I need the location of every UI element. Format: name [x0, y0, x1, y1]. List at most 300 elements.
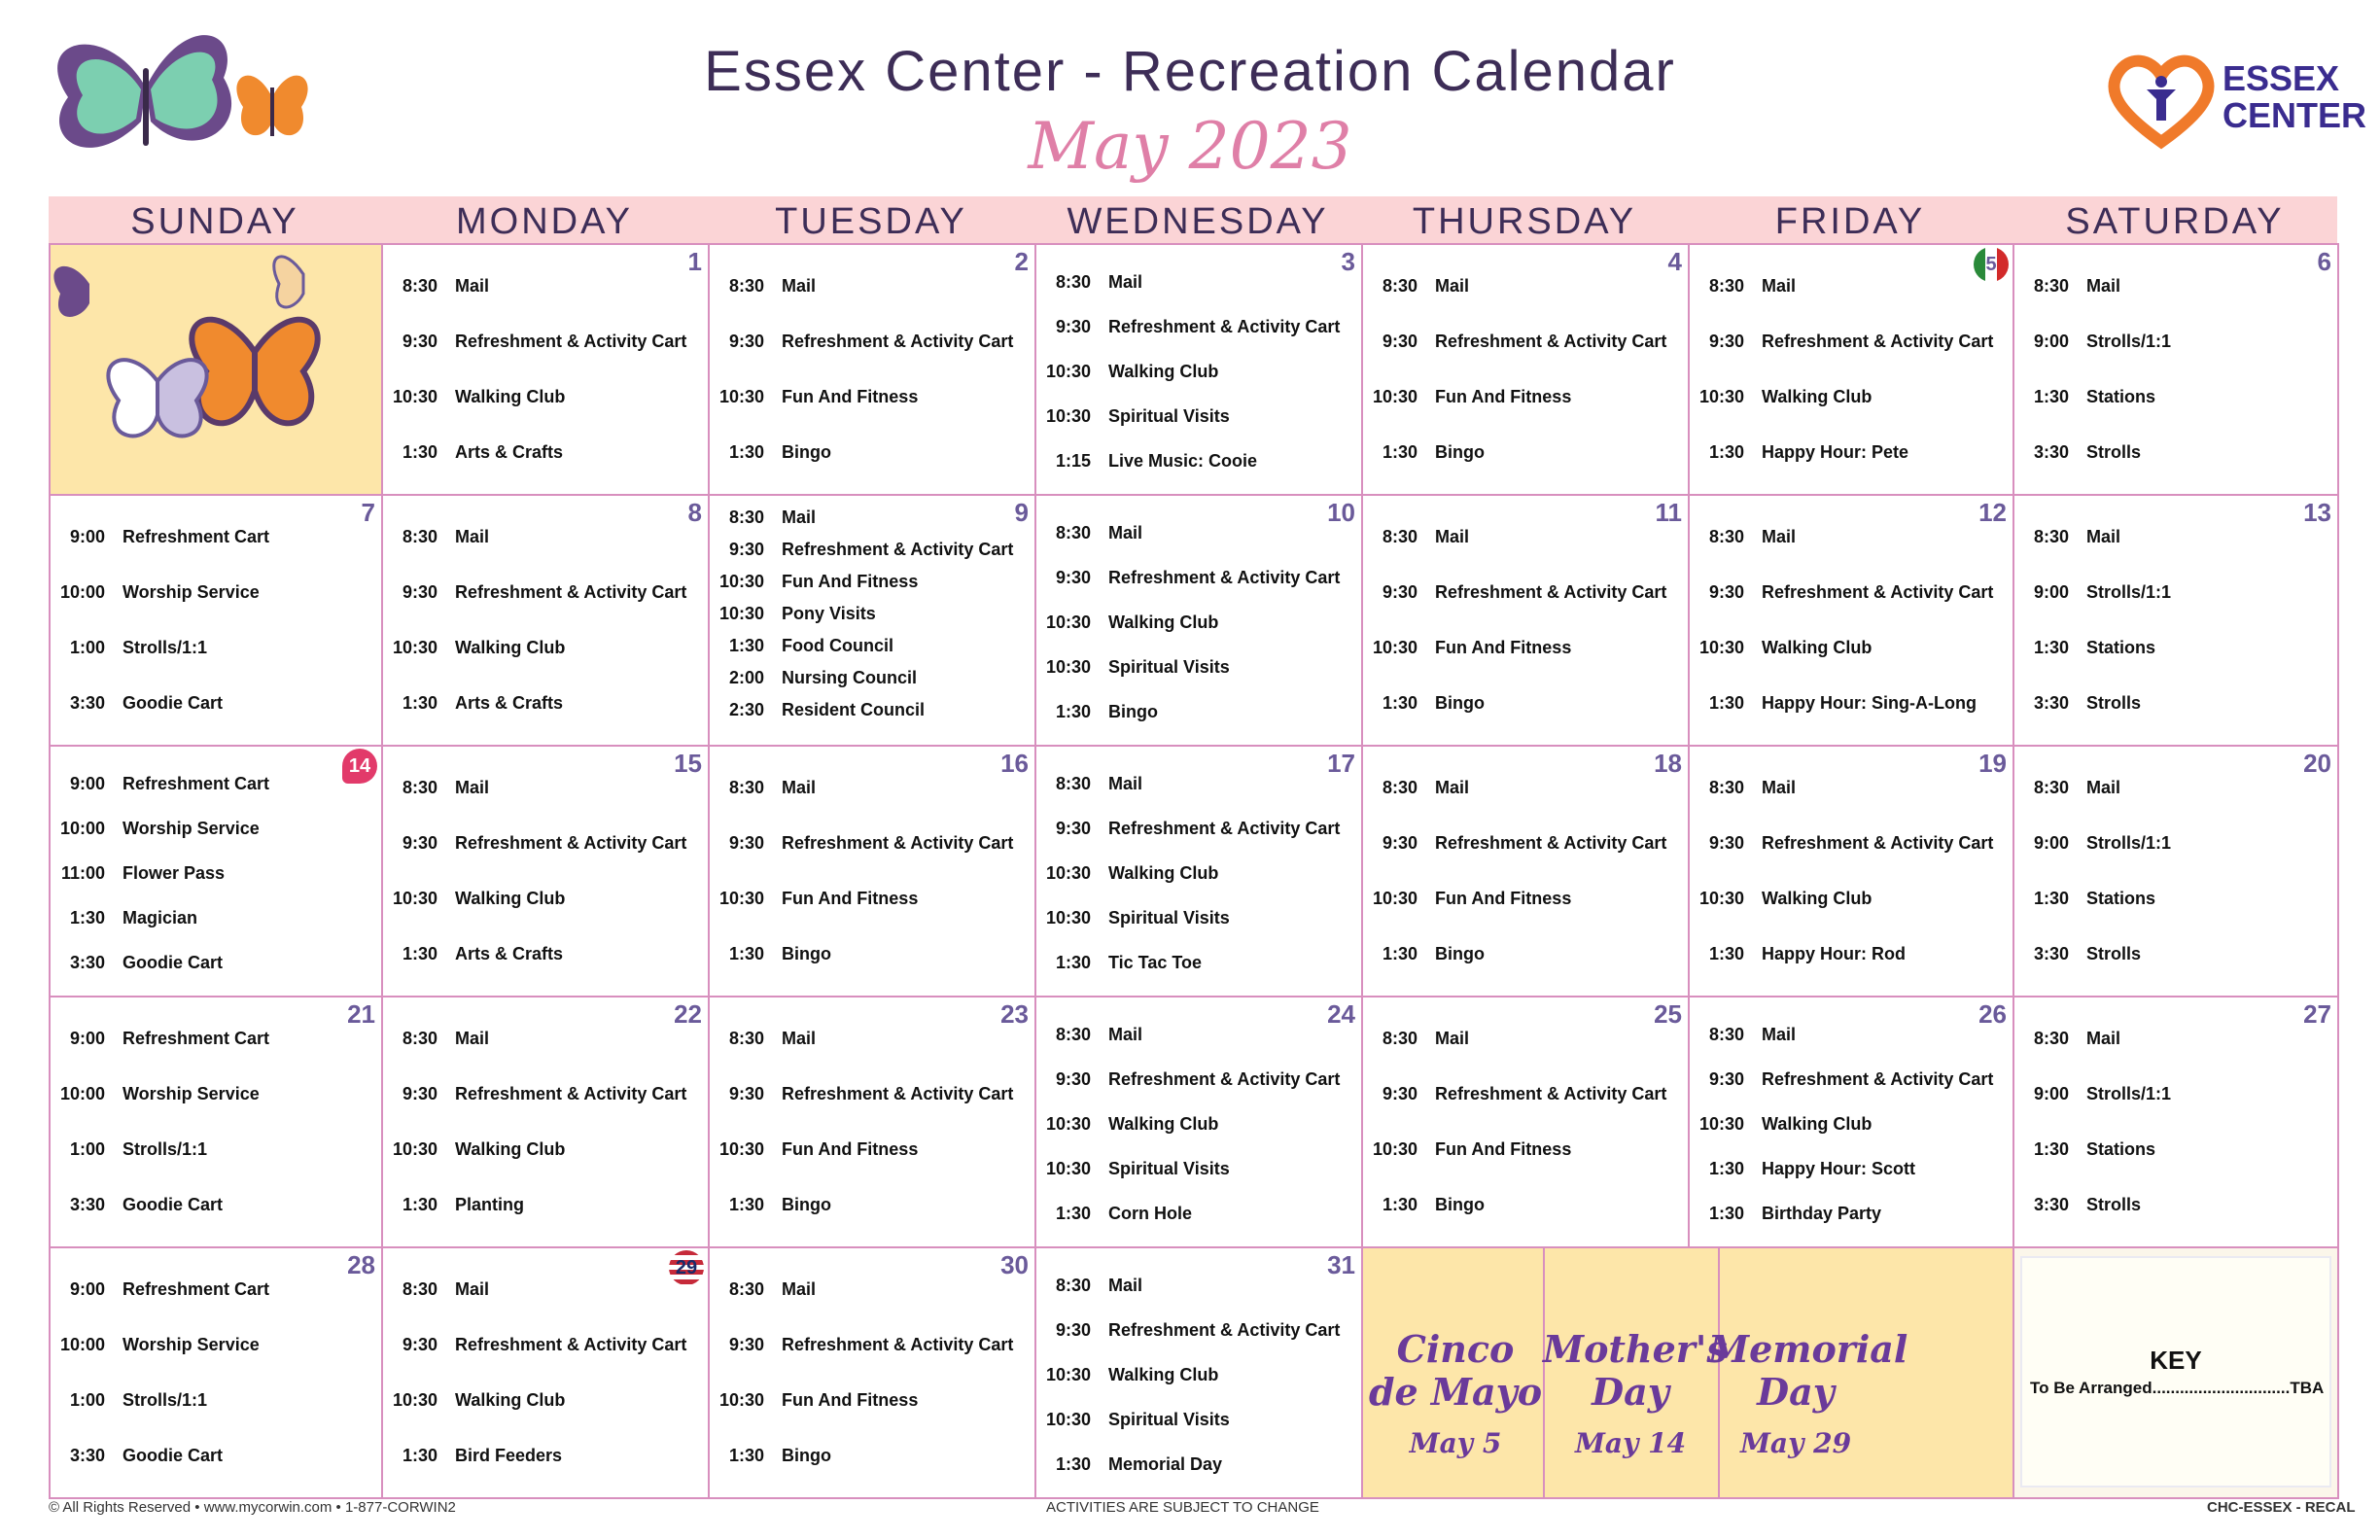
event-label: Fun And Fitness [1435, 1139, 1572, 1159]
event-entry [2014, 1084, 2171, 1104]
butterfly-icon [51, 245, 381, 494]
event-time: 10:00 [59, 582, 105, 602]
event-entry [710, 1195, 831, 1215]
event-label: Mail [455, 778, 490, 797]
event-label: Birthday Party [1762, 1204, 1882, 1223]
weekday-sunday: SUNDAY [130, 201, 299, 242]
event-label: Walking Club [455, 387, 566, 406]
event-entry [51, 1195, 223, 1215]
day-cell-12[interactable] [1688, 494, 2014, 747]
event-time: 8:30 [2033, 527, 2069, 546]
event-entry [2014, 778, 2120, 798]
event-time: 10:30 [1045, 612, 1091, 632]
event-label: Mail [1435, 778, 1470, 797]
weekday-saturday: SATURDAY [2065, 201, 2285, 242]
event-entry [2014, 442, 2141, 463]
event-label: Refreshment & Activity Cart [782, 1335, 1014, 1354]
event-entry [1036, 702, 1158, 722]
event-entry [2014, 944, 2141, 964]
weekday-tuesday: TUESDAY [775, 201, 967, 242]
day-cell-27[interactable] [2012, 996, 2339, 1248]
holiday-date: May 29 [1739, 1427, 1852, 1459]
day-cell-10[interactable] [1034, 494, 1363, 747]
event-entry [2014, 332, 2171, 352]
day-number: 14 [348, 755, 371, 777]
event-label: Refreshment & Activity Cart [455, 582, 687, 602]
day-number: 2 [1014, 247, 1029, 276]
event-entry [1036, 1204, 1192, 1224]
event-entry [1036, 451, 1257, 472]
event-time: 9:30 [1382, 1084, 1418, 1103]
event-entry [383, 527, 489, 547]
event-entry [2014, 1195, 2141, 1215]
holiday-name: Memorial Day [1708, 1327, 1908, 1414]
event-label: Fun And Fitness [782, 1390, 919, 1410]
event-time: 10:30 [1698, 638, 1744, 657]
page-title: Essex Center - Recreation Calendar [704, 40, 1676, 103]
event-time: 8:30 [1055, 523, 1091, 542]
event-entry [383, 387, 565, 407]
event-entry [383, 1139, 565, 1160]
event-label: Spiritual Visits [1108, 908, 1230, 928]
event-time: 10:30 [1372, 387, 1418, 406]
event-time: 10:30 [1045, 908, 1091, 928]
event-label: Walking Club [1762, 638, 1872, 657]
event-entry [1363, 527, 1469, 547]
day-cell-24[interactable] [1034, 996, 1363, 1248]
event-label: Mail [1435, 276, 1470, 296]
day-cell-25[interactable] [1361, 996, 1690, 1248]
month-title: May 2023 [1028, 109, 1352, 184]
event-time: 9:30 [1382, 833, 1418, 853]
event-time: 10:30 [1045, 362, 1091, 381]
event-time: 10:00 [59, 819, 105, 838]
event-entry [2014, 638, 2155, 658]
event-label: Mail [1762, 276, 1797, 296]
event-time: 9:30 [728, 540, 764, 559]
event-label: Refreshment & Activity Cart [455, 1335, 687, 1354]
day-number: 7 [361, 498, 375, 527]
event-entry [1363, 332, 1666, 352]
event-label: Mail [455, 276, 490, 296]
event-time: 1:30 [1055, 702, 1091, 721]
day-cell-20[interactable] [2012, 745, 2339, 998]
event-time: 8:30 [1055, 272, 1091, 292]
weekday-thursday: THURSDAY [1412, 201, 1637, 242]
event-time: 10:30 [392, 638, 438, 657]
event-time: 1:00 [69, 638, 105, 657]
event-label: Walking Club [455, 638, 566, 657]
event-time: 1:30 [2033, 1139, 2069, 1159]
day-cell-9[interactable] [708, 494, 1036, 747]
event-label: Pony Visits [782, 604, 876, 623]
event-entry [1363, 778, 1469, 798]
event-label: Mail [455, 1029, 490, 1048]
event-time: 2:30 [728, 700, 764, 719]
event-time: 10:30 [1372, 1139, 1418, 1159]
event-label: Mail [1762, 1025, 1797, 1044]
event-label: Mail [2086, 527, 2121, 546]
day-number: 21 [347, 999, 375, 1029]
event-entry [710, 1084, 1013, 1104]
event-label: Refreshment & Activity Cart [1435, 1084, 1667, 1103]
event-label: Fun And Fitness [1435, 638, 1572, 657]
event-time: 1:30 [1382, 944, 1418, 963]
event-time: 10:30 [1698, 1114, 1744, 1134]
event-time: 1:30 [2033, 889, 2069, 908]
event-time: 8:30 [402, 276, 438, 296]
event-label: Spiritual Visits [1108, 1159, 1230, 1178]
event-entry [1690, 833, 1993, 854]
event-time: 1:30 [69, 908, 105, 928]
event-label: Bingo [782, 944, 831, 963]
event-entry [1363, 833, 1666, 854]
event-entry [710, 1279, 816, 1300]
event-time: 8:30 [1055, 1276, 1091, 1295]
day-cell-18[interactable] [1361, 745, 1690, 998]
mexico-flag-icon [1974, 247, 2009, 282]
day-cell-13[interactable] [2012, 494, 2339, 747]
event-entry [1036, 1365, 1218, 1385]
day-cell-7[interactable] [49, 494, 383, 747]
event-entry [383, 582, 686, 603]
event-entry [1690, 1069, 1993, 1090]
event-time: 1:30 [1382, 1195, 1418, 1214]
event-entry [1690, 889, 1872, 909]
event-label: Strolls [2086, 944, 2142, 963]
event-time: 9:30 [1055, 568, 1091, 587]
event-entry [1690, 693, 1977, 714]
footer-code: CHC-ESSEX - RECAL [2207, 1499, 2356, 1516]
event-entry [1036, 1276, 1142, 1296]
event-time: 9:00 [2033, 332, 2069, 351]
event-label: Fun And Fitness [782, 387, 919, 406]
event-entry [710, 700, 925, 720]
event-time: 9:30 [1382, 332, 1418, 351]
day-cell-5[interactable] [1688, 243, 2014, 496]
event-label: Mail [1108, 272, 1143, 292]
key-entry: To Be Arranged..............................TBA [2030, 1379, 2325, 1397]
event-time: 1:30 [402, 693, 438, 713]
day-number: 20 [2303, 749, 2331, 778]
event-label: Strolls/1:1 [2086, 1084, 2172, 1103]
event-time: 3:30 [69, 1446, 105, 1465]
event-label: Refreshment & Activity Cart [782, 833, 1014, 853]
event-entry [383, 276, 489, 297]
event-time: 1:30 [1382, 693, 1418, 713]
day-number: 23 [1000, 999, 1029, 1029]
event-label: Planting [455, 1195, 524, 1214]
day-cell-6[interactable] [2012, 243, 2339, 496]
event-label: Arts & Crafts [455, 442, 564, 462]
event-time: 8:30 [2033, 778, 2069, 797]
event-entry [1036, 863, 1218, 884]
event-time: 10:30 [1698, 387, 1744, 406]
event-label: Mail [455, 1279, 490, 1299]
event-time: 8:30 [402, 527, 438, 546]
event-entry [710, 572, 918, 592]
event-time: 8:30 [1055, 774, 1091, 793]
event-label: Walking Club [1108, 612, 1219, 632]
event-label: Refreshment & Activity Cart [782, 332, 1014, 351]
event-label: Refreshment & Activity Cart [1762, 582, 1994, 602]
event-label: Strolls [2086, 693, 2142, 713]
day-number: 22 [674, 999, 702, 1029]
day-number: 3 [1341, 247, 1355, 276]
event-time: 9:30 [1055, 1069, 1091, 1089]
day-cell-26[interactable] [1688, 996, 2014, 1248]
event-label: Spiritual Visits [1108, 406, 1230, 426]
event-entry [1036, 1159, 1230, 1179]
event-label: Strolls/1:1 [2086, 332, 2172, 351]
event-entry [710, 442, 831, 463]
event-time: 1:30 [2033, 638, 2069, 657]
day-cell-31[interactable] [1034, 1246, 1363, 1499]
event-time: 1:00 [69, 1139, 105, 1159]
event-time: 9:30 [1708, 1069, 1744, 1089]
event-label: Worship Service [122, 1335, 260, 1354]
event-entry [1036, 568, 1340, 588]
event-time: 1:30 [1708, 442, 1744, 462]
event-entry [1690, 1114, 1872, 1135]
event-time: 10:30 [1045, 863, 1091, 883]
event-label: Food Council [782, 636, 893, 655]
event-time: 8:30 [1708, 527, 1744, 546]
event-label: Walking Club [1108, 1365, 1219, 1384]
event-time: 8:30 [1382, 527, 1418, 546]
day-number: 16 [1000, 749, 1029, 778]
event-label: Refreshment & Activity Cart [782, 540, 1014, 559]
event-entry [1036, 272, 1142, 293]
event-entry [1036, 317, 1340, 337]
event-time: 1:30 [2033, 387, 2069, 406]
event-entry [51, 953, 223, 973]
event-entry [51, 1446, 223, 1466]
day-cell-30[interactable] [708, 1246, 1036, 1499]
event-time: 10:30 [1045, 1159, 1091, 1178]
event-entry [1036, 1069, 1340, 1090]
event-label: Bingo [1435, 693, 1485, 713]
event-time: 8:30 [402, 1279, 438, 1299]
event-entry [383, 1446, 562, 1466]
event-time: 1:30 [728, 636, 764, 655]
event-time: 3:30 [2033, 944, 2069, 963]
event-time: 9:30 [728, 833, 764, 853]
event-time: 1:30 [1708, 1159, 1744, 1178]
event-time: 10:30 [1045, 1365, 1091, 1384]
day-cell-28[interactable] [49, 1246, 383, 1499]
event-entry [1690, 387, 1872, 407]
event-time: 10:30 [718, 889, 764, 908]
event-time: 10:30 [392, 889, 438, 908]
event-entry [2014, 1139, 2155, 1160]
event-time: 8:30 [1382, 778, 1418, 797]
butterfly-illustration [49, 243, 383, 496]
event-label: Mail [782, 508, 817, 527]
event-entry [1036, 1320, 1340, 1341]
event-time: 3:30 [2033, 442, 2069, 462]
key-title: KEY [2150, 1346, 2202, 1375]
event-entry [51, 527, 269, 547]
day-cell-3[interactable] [1034, 243, 1363, 496]
event-entry [2014, 527, 2120, 547]
event-label: Worship Service [122, 1084, 260, 1103]
key-box [2020, 1256, 2331, 1488]
event-time: 9:30 [402, 332, 438, 351]
event-entry [1036, 953, 1202, 973]
event-entry [1690, 778, 1796, 798]
day-cell-11[interactable] [1361, 494, 1690, 747]
event-time: 3:30 [2033, 693, 2069, 713]
event-label: Fun And Fitness [782, 1139, 919, 1159]
event-entry [2014, 1029, 2120, 1049]
event-time: 3:30 [2033, 1195, 2069, 1214]
event-label: Walking Club [1108, 362, 1219, 381]
event-label: Refreshment & Activity Cart [1762, 1069, 1994, 1089]
event-entry [383, 693, 563, 714]
event-time: 8:30 [728, 1279, 764, 1299]
event-entry [383, 778, 489, 798]
event-time: 10:30 [392, 1390, 438, 1410]
event-entry [1690, 442, 1908, 463]
event-time: 10:00 [59, 1335, 105, 1354]
event-time: 9:30 [728, 1335, 764, 1354]
day-cell-1[interactable] [381, 243, 710, 496]
event-label: Fun And Fitness [1435, 387, 1572, 406]
event-time: 1:30 [402, 1195, 438, 1214]
event-label: Mail [782, 778, 817, 797]
event-time: 9:00 [69, 527, 105, 546]
day-cell-19[interactable] [1688, 745, 2014, 998]
day-cell-22[interactable] [381, 996, 710, 1248]
event-time: 8:30 [1708, 1025, 1744, 1044]
event-time: 3:30 [69, 693, 105, 713]
event-entry [1036, 406, 1230, 427]
event-label: Worship Service [122, 819, 260, 838]
day-cell-23[interactable] [708, 996, 1036, 1248]
day-cell-14[interactable] [49, 745, 383, 998]
heart-icon [342, 749, 377, 784]
event-label: Resident Council [782, 700, 926, 719]
day-number: 11 [1655, 498, 1682, 527]
event-entry [383, 442, 563, 463]
event-entry [710, 604, 876, 624]
event-entry [710, 276, 816, 297]
day-cell-2[interactable] [708, 243, 1036, 496]
event-entry [2014, 582, 2171, 603]
event-time: 1:30 [1708, 693, 1744, 713]
event-entry [51, 908, 197, 928]
event-entry [1690, 944, 1906, 964]
event-label: Walking Club [1108, 863, 1219, 883]
event-entry [51, 638, 207, 658]
day-number: 6 [2317, 247, 2331, 276]
day-number: 18 [1654, 749, 1682, 778]
day-cell-16[interactable] [708, 745, 1036, 998]
event-time: 1:30 [728, 442, 764, 462]
event-label: Flower Pass [122, 863, 226, 883]
holiday-date: May 5 [1409, 1427, 1502, 1459]
key-cell [2012, 1246, 2339, 1499]
event-label: Spiritual Visits [1108, 1410, 1230, 1429]
event-label: Stations [2086, 638, 2156, 657]
event-time: 8:30 [728, 778, 764, 797]
event-label: Mail [782, 1029, 817, 1048]
day-number: 1 [687, 247, 702, 276]
event-entry [710, 668, 917, 688]
day-number: 30 [1000, 1250, 1029, 1279]
event-entry [1690, 1025, 1796, 1045]
event-time: 1:30 [1708, 944, 1744, 963]
event-entry [710, 1335, 1013, 1355]
day-cell-8[interactable] [381, 494, 710, 747]
event-entry [383, 1390, 565, 1411]
event-label: Strolls/1:1 [122, 1139, 208, 1159]
event-entry [710, 778, 816, 798]
event-entry [51, 863, 225, 884]
event-time: 10:30 [1045, 406, 1091, 426]
event-time: 9:30 [1708, 582, 1744, 602]
day-cell-29[interactable] [381, 1246, 710, 1499]
event-label: Goodie Cart [122, 693, 224, 713]
event-label: Refreshment & Activity Cart [1762, 833, 1994, 853]
event-time: 1:00 [69, 1390, 105, 1410]
event-time: 10:30 [718, 387, 764, 406]
event-time: 10:00 [59, 1084, 105, 1103]
event-label: Stations [2086, 889, 2156, 908]
event-entry [1690, 582, 1993, 603]
day-number: 8 [687, 498, 702, 527]
event-entry [1036, 362, 1218, 382]
event-label: Happy Hour: Sing-A-Long [1762, 693, 1977, 713]
event-label: Bingo [782, 1446, 831, 1465]
day-cell-4[interactable] [1361, 243, 1690, 496]
event-entry [383, 638, 565, 658]
day-number: 25 [1654, 999, 1682, 1029]
event-label: Refreshment & Activity Cart [455, 332, 687, 351]
day-number: 26 [1978, 999, 2007, 1029]
day-number: 12 [1978, 498, 2007, 527]
event-time: 2:00 [728, 668, 764, 687]
event-time: 9:30 [1055, 1320, 1091, 1340]
event-label: Refreshment & Activity Cart [455, 833, 687, 853]
event-entry [1036, 1025, 1142, 1045]
event-entry [1036, 1114, 1218, 1135]
day-number: 29 [675, 1257, 698, 1278]
day-cell-21[interactable] [49, 996, 383, 1248]
event-entry [1363, 1029, 1469, 1049]
event-label: Mail [1108, 1276, 1143, 1295]
event-entry [710, 332, 1013, 352]
event-label: Strolls/1:1 [122, 1390, 208, 1410]
day-number: 13 [2303, 498, 2331, 527]
day-cell-17[interactable] [1034, 745, 1363, 998]
event-time: 8:30 [2033, 276, 2069, 296]
event-label: Corn Hole [1108, 1204, 1193, 1223]
event-time: 9:30 [1708, 332, 1744, 351]
event-time: 10:30 [718, 604, 764, 623]
event-entry [710, 833, 1013, 854]
event-label: Mail [455, 527, 490, 546]
event-time: 1:30 [1055, 1204, 1091, 1223]
event-label: Happy Hour: Rod [1762, 944, 1906, 963]
event-entry [51, 1390, 207, 1411]
day-cell-15[interactable] [381, 745, 710, 998]
event-time: 10:30 [1045, 1410, 1091, 1429]
event-time: 9:00 [69, 1279, 105, 1299]
holiday-date: May 14 [1574, 1427, 1687, 1459]
event-label: Mail [1435, 1029, 1470, 1048]
